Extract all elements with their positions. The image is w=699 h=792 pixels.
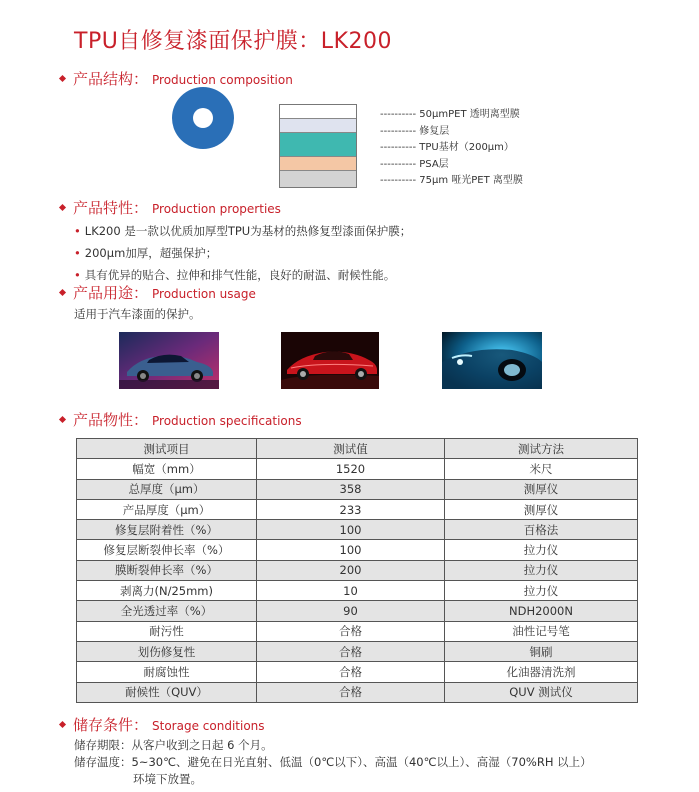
section-title-cn: 产品特性：	[73, 199, 149, 217]
layer-label: ---------- 50μmPET 透明离型膜	[380, 109, 520, 120]
table-cell: 合格	[257, 662, 445, 682]
table-row	[77, 682, 638, 702]
table-row	[77, 621, 638, 641]
table-cell: 总厚度（μm）	[77, 479, 257, 499]
layer-psa	[280, 157, 356, 171]
section-title-cn: 产品结构：	[73, 70, 149, 88]
car-photo-3	[442, 332, 542, 389]
storage-conditions	[74, 737, 592, 788]
table-cell: 产品厚度（μm）	[77, 499, 257, 519]
table-row	[77, 641, 638, 661]
layer-tpu	[280, 133, 356, 157]
section-title-cn: 储存条件：	[73, 716, 149, 734]
table-cell: 剥离力(N/25mm)	[77, 581, 257, 601]
section-title-en: Production properties	[152, 202, 281, 216]
section-usage-heading	[60, 282, 256, 302]
table-cell: 90	[257, 601, 445, 621]
car-photo-2	[281, 332, 379, 389]
table-cell: NDH2000N	[445, 601, 638, 621]
list-item: • LK200 是一款以优质加厚型TPU为基材的热修复型漆面保护膜；	[74, 224, 412, 238]
table-cell: QUV 测试仪	[445, 682, 638, 702]
section-title-en: Production usage	[152, 287, 256, 301]
table-row	[77, 520, 638, 540]
table-row	[77, 479, 638, 499]
storage-temperature: 储存温度：5~30℃、避免在日光直射、低温（0℃以下）、高温（40℃以上）、高湿（70%RH 以上）	[74, 755, 592, 769]
table-row	[77, 459, 638, 479]
table-cell: 耐污性	[77, 621, 257, 641]
table-row	[77, 601, 638, 621]
diamond-bullet-icon	[59, 721, 66, 728]
layer-labels	[380, 107, 523, 190]
table-cell: 耐腐蚀性	[77, 662, 257, 682]
storage-period: 储存期限：从客户收到之日起 6 个月。	[74, 738, 273, 752]
section-title-cn: 产品物性：	[73, 411, 149, 429]
table-cell: 划伤修复性	[77, 641, 257, 661]
layer-repair	[280, 119, 356, 133]
table-cell: 233	[257, 499, 445, 519]
table-row	[77, 540, 638, 560]
section-title-en: Production composition	[152, 73, 293, 87]
layer-label: ---------- PSA层	[380, 158, 449, 170]
diamond-bullet-icon	[59, 204, 66, 211]
table-cell: 拉力仪	[445, 540, 638, 560]
section-properties-heading	[60, 197, 281, 217]
table-cell: 10	[257, 581, 445, 601]
table-cell: 米尺	[445, 459, 638, 479]
table-cell: 100	[257, 520, 445, 540]
diamond-bullet-icon	[59, 416, 66, 423]
table-cell: 耐候性（QUV）	[77, 682, 257, 702]
table-cell: 修复层断裂伸长率（%）	[77, 540, 257, 560]
table-cell: 测厚仪	[445, 479, 638, 499]
table-header-cell: 测试项目	[77, 439, 257, 459]
layer-stack-diagram	[279, 104, 357, 188]
table-row	[77, 560, 638, 580]
table-row	[77, 581, 638, 601]
table-row	[77, 662, 638, 682]
table-cell: 拉力仪	[445, 560, 638, 580]
table-cell: 百格法	[445, 520, 638, 540]
page-title: TPU自修复漆面保护膜：LK200	[74, 29, 392, 54]
layer-pet-release	[280, 105, 356, 119]
table-header-cell: 测试方法	[445, 439, 638, 459]
table-cell: 1520	[257, 459, 445, 479]
car-photo-1	[119, 332, 219, 389]
section-specifications-heading	[60, 409, 302, 429]
section-title-en: Production specifications	[152, 414, 302, 428]
layer-label: ---------- 修复层	[380, 125, 450, 137]
table-cell: 全光透过率（%）	[77, 601, 257, 621]
table-cell: 化油器清洗剂	[445, 662, 638, 682]
diamond-bullet-icon	[59, 289, 66, 296]
storage-temperature-cont: 环境下放置。	[133, 772, 202, 786]
table-cell: 膜断裂伸长率（%）	[77, 560, 257, 580]
table-header-row	[77, 439, 638, 459]
section-title-cn: 产品用途：	[73, 284, 149, 302]
table-cell: 测厚仪	[445, 499, 638, 519]
table-cell: 幅宽（mm）	[77, 459, 257, 479]
table-cell: 合格	[257, 641, 445, 661]
table-cell: 修复层附着性（%）	[77, 520, 257, 540]
list-item: • 200μm加厚，超强保护；	[74, 246, 218, 260]
table-cell: 358	[257, 479, 445, 499]
table-cell: 拉力仪	[445, 581, 638, 601]
table-cell: 100	[257, 540, 445, 560]
layer-matte-pet	[280, 171, 356, 187]
section-title-en: Storage conditions	[152, 719, 265, 733]
layer-label: ---------- 75μm 哑光PET 离型膜	[380, 175, 523, 187]
diamond-bullet-icon	[59, 75, 66, 82]
specifications-table	[76, 438, 638, 703]
table-cell: 合格	[257, 682, 445, 702]
usage-description: 适用于汽车漆面的保护。	[74, 307, 201, 321]
table-header-cell: 测试值	[257, 439, 445, 459]
film-roll-icon	[172, 87, 234, 149]
table-cell: 铜刷	[445, 641, 638, 661]
table-cell: 油性记号笔	[445, 621, 638, 641]
table-cell: 合格	[257, 621, 445, 641]
table-cell: 200	[257, 560, 445, 580]
layer-label: ---------- TPU基材（200μm）	[380, 142, 514, 154]
list-item: • 具有优异的贴合、拉伸和排气性能，良好的耐温、耐候性能。	[74, 268, 396, 282]
section-composition-heading	[60, 68, 293, 88]
table-row	[77, 499, 638, 519]
properties-list	[74, 220, 411, 286]
section-storage-heading	[60, 714, 265, 734]
